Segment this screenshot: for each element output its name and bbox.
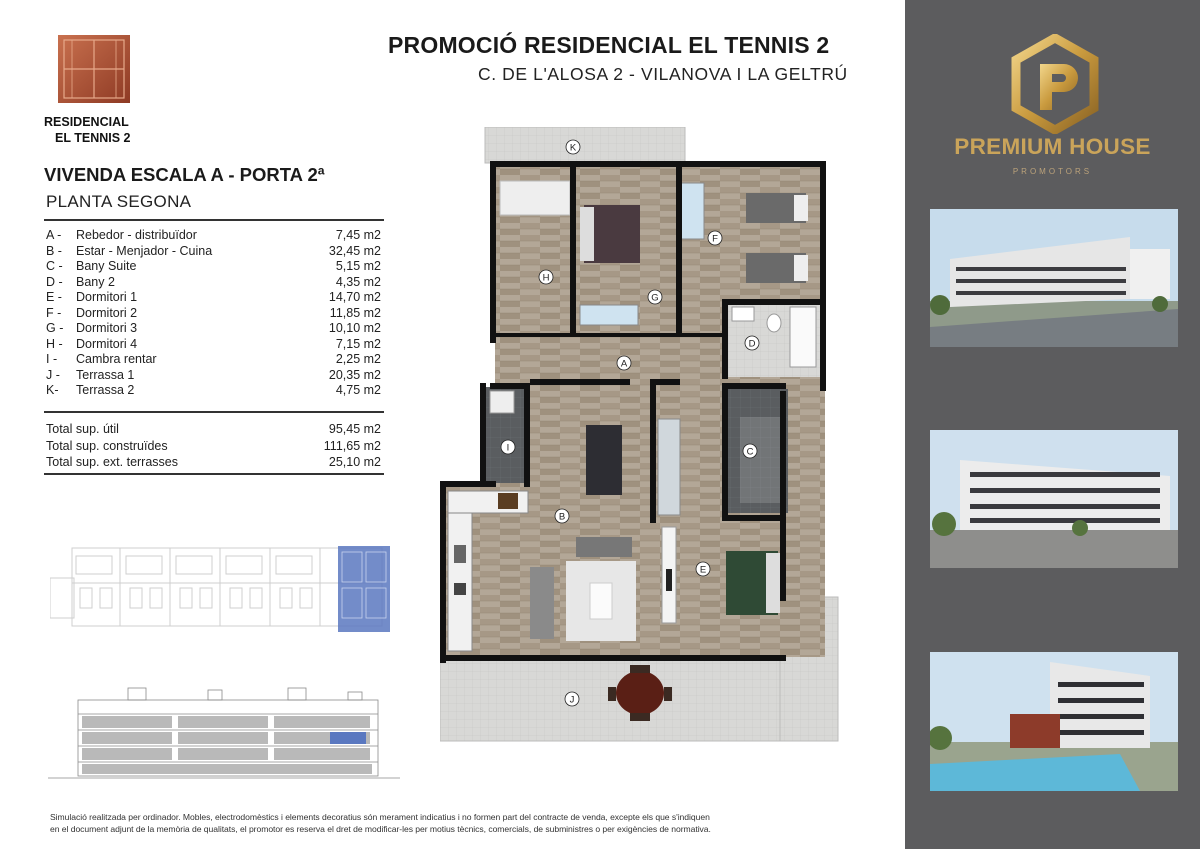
total-row: Total sup. construïdes 111,65 m2: [46, 438, 381, 453]
plan-label-c: C: [746, 446, 754, 458]
plan-label-e: E: [699, 564, 707, 576]
premium-house-logo-icon: [1010, 34, 1100, 134]
total-row: Total sup. ext. terrasses 25,10 m2: [46, 455, 381, 469]
room-row: J - Terrassa 1 20,35 m2: [46, 367, 381, 382]
disclaimer-line-2: en el document adjunt de la memòria de qualitats, el promotor es reserva el dret de modificar-les per motius tècnics, comercials, de subministres o per exigències de normativa.: [50, 823, 711, 834]
room-row: F - Dormitori 2 11,85 m2: [46, 305, 381, 320]
unit-floor: PLANTA SEGONA: [46, 192, 192, 211]
floor-plan: [440, 127, 840, 747]
page-title: PROMOCIÓ RESIDENCIAL EL TENNIS 2: [388, 32, 830, 58]
promoter-name: PREMIUM HOUSE: [954, 134, 1151, 159]
plan-label-f: F: [712, 233, 718, 245]
render-photo-1: [930, 209, 1178, 347]
disclaimer-line-1: Simulació realitzada per ordinador. Mobles, electrodomèstics i elements decoratius són merament indicatius i no formen part del contracte de venda, excepte els que s'indiquen: [50, 812, 710, 822]
room-list: [46, 228, 381, 399]
plan-label-k: K: [569, 142, 577, 154]
totals-list: [46, 421, 381, 471]
plan-label-g: G: [651, 292, 659, 304]
plan-label-j: J: [569, 694, 575, 706]
brand-line-1: RESIDENCIAL: [44, 115, 129, 129]
building-elevation: [48, 684, 400, 782]
room-row: E - Dormitori 1 14,70 m2: [46, 290, 381, 304]
divider-bottom: [44, 473, 384, 475]
plan-label-h: H: [542, 272, 550, 284]
divider-middle: [44, 411, 384, 413]
promoter-subtitle: PROMOTORS: [1012, 167, 1093, 176]
room-row: G - Dormitori 3 10,10 m2: [46, 321, 381, 335]
brand-line-2: EL TENNIS 2: [55, 131, 131, 145]
room-row: H - Dormitori 4 7,15 m2: [46, 336, 381, 351]
room-row: I - Cambra rentar 2,25 m2: [46, 352, 381, 366]
room-row: A - Rebedor - distribuïdor 7,45 m2: [46, 228, 381, 242]
unit-title: VIVENDA ESCALA A - PORTA 2ª: [44, 164, 325, 185]
plan-label-b: B: [558, 511, 566, 523]
room-row: B - Estar - Menjador - Cuina 32,45 m2: [46, 243, 381, 258]
divider-top: [44, 219, 384, 221]
disclaimer-text: [50, 812, 890, 835]
room-row: C - Bany Suite 5,15 m2: [46, 259, 381, 273]
total-row: Total sup. útil 95,45 m2: [46, 422, 381, 436]
brand-name: [44, 114, 130, 146]
residencial-logo-icon: [58, 35, 130, 103]
page-address: C. DE L'ALOSA 2 - VILANOVA I LA GELTRÚ: [478, 64, 848, 84]
room-row: D - Bany 2 4,35 m2: [46, 274, 381, 289]
render-photo-3: [930, 652, 1178, 791]
render-photo-2: [930, 430, 1178, 568]
plan-label-i: I: [506, 442, 510, 454]
site-key-plan: [50, 538, 398, 634]
plan-label-a: A: [620, 358, 628, 370]
room-row: K- Terrassa 2 4,75 m2: [46, 383, 381, 397]
plan-label-d: D: [748, 338, 756, 350]
